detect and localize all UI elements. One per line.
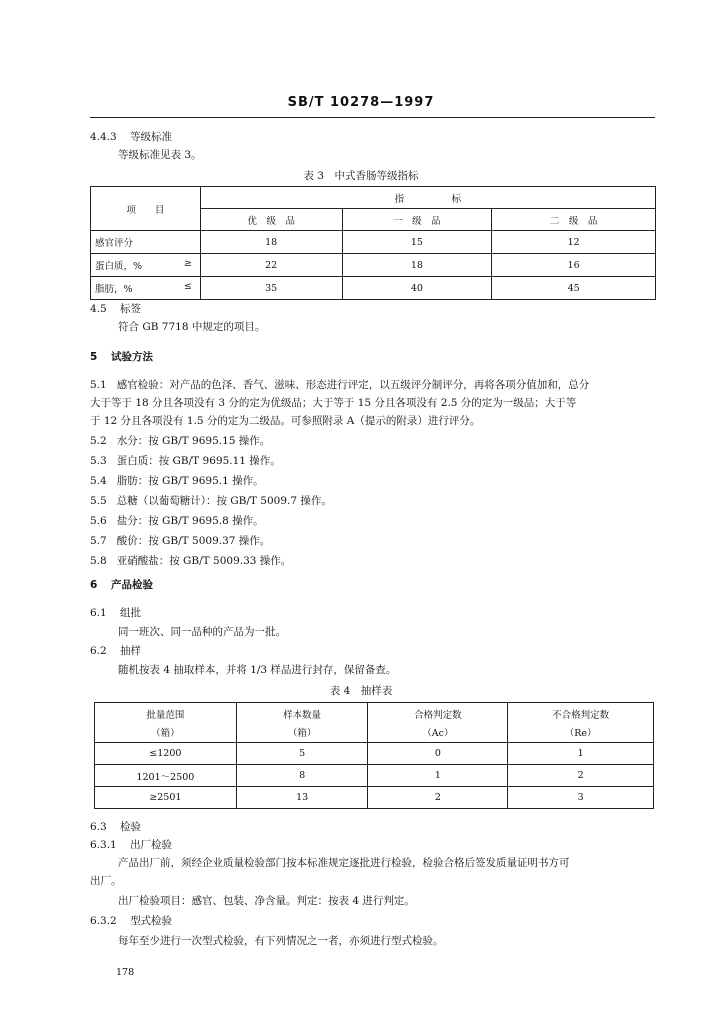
table-cell: ≤1200 (95, 743, 237, 765)
header-rule (90, 117, 655, 118)
section-6-2-text: 随机按表 4 抽取样本，并将 1/3 样品进行封存，保留备查。 (118, 664, 397, 676)
section-number: 4.5 (90, 303, 107, 315)
section-number: 6.2 (90, 645, 107, 657)
paragraph-line: 于 12 分且各项没有 1.5 分的定为二级品。可参照附录 A（提示的附录）进行评分。 (90, 415, 481, 427)
section-6-heading (90, 578, 153, 592)
table-cell: 3 (508, 787, 654, 809)
section-4-5-text: 符合 GB 7718 中规定的项目。 (118, 321, 266, 333)
section-6-2-heading (90, 644, 141, 658)
table-cell: 0 (368, 743, 508, 765)
grade-header: 优 级 品 (200, 209, 342, 231)
section-6-1-text: 同一班次、同一品种的产品为一批。 (118, 626, 286, 638)
paragraph-line: 产品出厂前，须经企业质量检验部门按本标准规定逐批进行检验，检验合格后签发质量证明书方可 (118, 857, 570, 869)
row-label: 感官评分 (91, 231, 201, 254)
section-title: 检验 (120, 821, 142, 833)
section-6-1-heading (90, 606, 141, 620)
section-title: 标签 (120, 303, 142, 315)
list-item: 5.4 脂肪：按 GB/T 9695.1 操作。 (90, 475, 264, 487)
table-row (95, 743, 654, 765)
column-header: 样本数量 （箱） (236, 703, 368, 743)
grade-table (90, 186, 656, 300)
section-number: 6.3.2 (90, 915, 117, 927)
column-header: 合格判定数 （Ac） (368, 703, 508, 743)
table-row (95, 765, 654, 787)
list-item: 5.2 水分：按 GB/T 9695.15 操作。 (90, 435, 271, 447)
table-3-caption: 表 3 中式香肠等级指标 (303, 170, 419, 182)
table-row (91, 277, 656, 300)
section-title: 组批 (120, 607, 142, 619)
table-row (91, 254, 656, 277)
table-cell: 2 (508, 765, 654, 787)
section-4-5-heading (90, 302, 141, 316)
paragraph-line: 出厂检验项目：感官、包装、净含量。判定：按表 4 进行判定。 (118, 895, 415, 907)
paragraph-line: 出厂。 (90, 875, 122, 887)
section-number: 5.1 (90, 379, 107, 391)
section-6-3-1-paragraph (90, 854, 658, 910)
section-5-1-paragraph (90, 376, 658, 430)
table-cell: 12 (492, 231, 656, 254)
table-row (91, 231, 656, 254)
test-methods-list (90, 432, 332, 572)
row-label: 蛋白质，% ≥ (91, 254, 201, 277)
table-4-caption: 表 4 抽样表 (329, 685, 393, 697)
table-cell: 35 (200, 277, 342, 300)
section-6-3-1-heading (90, 838, 172, 852)
table-cell: 15 (342, 231, 492, 254)
section-6-3-heading (90, 820, 141, 834)
list-item: 5.6 盐分：按 GB/T 9695.8 操作。 (90, 515, 264, 527)
section-number: 5 (90, 351, 98, 363)
section-4-4-3-text: 等级标准见表 3。 (118, 149, 202, 161)
grade-header: 一 级 品 (342, 209, 492, 231)
column-header: 批量范围 （箱） (95, 703, 237, 743)
table-cell: 5 (236, 743, 368, 765)
table-cell: 40 (342, 277, 492, 300)
section-6-3-2-heading (90, 914, 172, 928)
list-item: 5.5 总糖（以葡萄糖计）：按 GB/T 5009.7 操作。 (90, 495, 332, 507)
table-cell: 1201～2500 (95, 765, 237, 787)
section-number: 6.3 (90, 821, 107, 833)
paragraph-line: 感官检验：对产品的色泽、香气、滋味、形态进行评定，以五级评分制评分，再将各项分值加和，总分 (116, 379, 590, 391)
table-cell: 45 (492, 277, 656, 300)
table-row (95, 787, 654, 809)
list-item: 5.3 蛋白质：按 GB/T 9695.11 操作。 (90, 455, 281, 467)
table-cell: 2 (368, 787, 508, 809)
section-title: 等级标准 (130, 131, 173, 143)
column-header: 不合格判定数 （Re） (508, 703, 654, 743)
table-cell: 13 (236, 787, 368, 809)
table-cell: 1 (508, 743, 654, 765)
table-3-indicator-header: 指 标 (200, 187, 655, 209)
section-number: 4.4.3 (90, 131, 117, 143)
list-item: 5.7 酸价：按 GB/T 5009.37 操作。 (90, 535, 271, 547)
section-4-4-3-heading (90, 130, 172, 144)
section-number: 6.1 (90, 607, 107, 619)
section-title: 产品检验 (110, 579, 153, 591)
table-cell: ≥2501 (95, 787, 237, 809)
standard-header: SB/T 10278—1997 (287, 95, 435, 110)
table-3-item-header: 项 目 (91, 187, 201, 231)
section-title: 出厂检验 (130, 839, 173, 851)
section-6-3-2-text: 每年至少进行一次型式检验，有下列情况之一者，亦须进行型式检验。 (118, 935, 444, 947)
section-title: 型式检验 (130, 915, 173, 927)
list-item: 5.8 亚硝酸盐：按 GB/T 5009.33 操作。 (90, 555, 292, 567)
section-number: 6.3.1 (90, 839, 117, 851)
paragraph-line: 大于等于 18 分且各项没有 3 分的定为优级品；大于等于 15 分且各项没有 2.5 分的定为一级品；大于等 (90, 397, 577, 409)
section-5-heading (90, 350, 153, 364)
table-cell: 8 (236, 765, 368, 787)
page-number: 178 (116, 967, 135, 978)
grade-header: 二 级 品 (492, 209, 656, 231)
table-cell: 22 (200, 254, 342, 277)
section-title: 抽样 (120, 645, 142, 657)
sampling-table (94, 702, 654, 809)
table-cell: 18 (200, 231, 342, 254)
section-number: 6 (90, 579, 98, 591)
table-cell: 18 (342, 254, 492, 277)
table-cell: 16 (492, 254, 656, 277)
table-cell: 1 (368, 765, 508, 787)
section-title: 试验方法 (110, 351, 153, 363)
row-label: 脂肪，% ≤ (91, 277, 201, 300)
